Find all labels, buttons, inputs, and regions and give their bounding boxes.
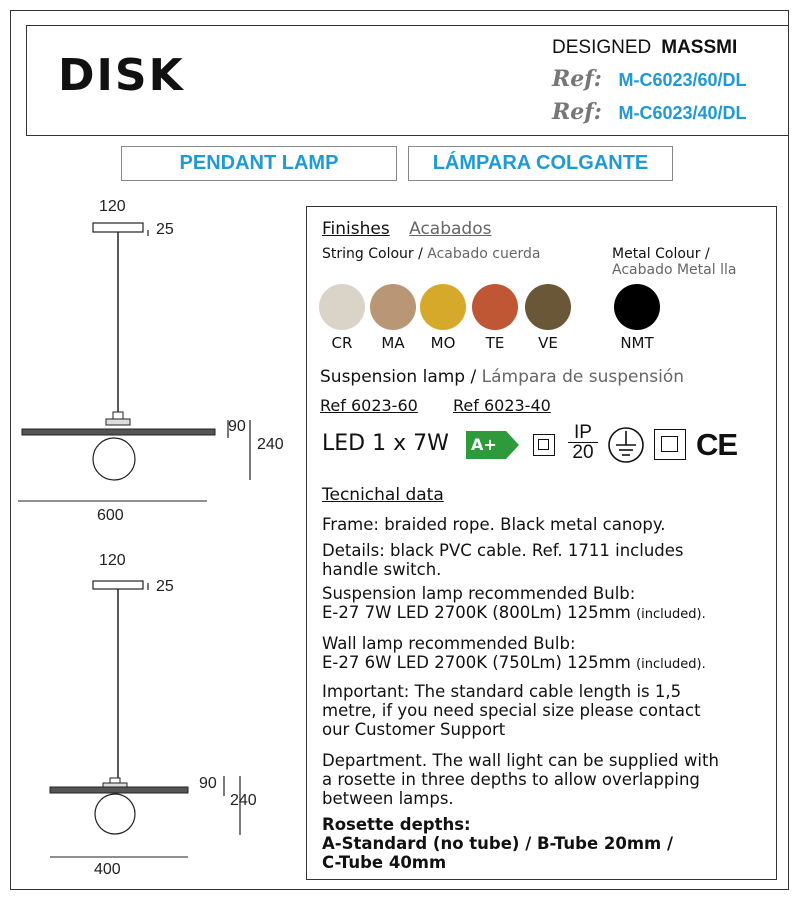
suspension-label <box>320 367 684 387</box>
metal-label-en: Metal Colour / <box>612 246 710 262</box>
tech-susp-bulb <box>322 584 772 624</box>
tech-frame: Frame: braided rope. Black metal canopy. <box>322 515 666 534</box>
swatch-label-mo: MO <box>430 334 456 352</box>
susp-bulb-value: E-27 7W LED 2700K (800Lm) 125mm <box>322 603 631 622</box>
tech-important <box>322 682 772 739</box>
title-es: LÁMPARA COLGANTE <box>408 146 673 181</box>
ip-rating <box>568 423 598 462</box>
important-line: Important: The standard cable length is 1,5 <box>322 682 682 701</box>
swatch-mo[interactable] <box>420 284 466 330</box>
rosette-line: C-Tube 40mm <box>322 853 447 872</box>
string-colour-label <box>322 246 540 262</box>
wall-bulb-value: E-27 6W LED 2700K (750Lm) 125mm <box>322 653 631 672</box>
swatch-label-ma: MA <box>381 334 405 352</box>
included-note: (included). <box>636 607 706 622</box>
finishes-title-en: Finishes <box>322 219 390 239</box>
designed-label: DESIGNED <box>552 37 652 58</box>
string-label-es: Acabado cuerda <box>427 246 541 262</box>
swatch-label-te: TE <box>485 334 505 352</box>
important-line: metre, if you need special size please contact <box>322 701 701 720</box>
product-name: DISK <box>58 50 185 101</box>
designed-line <box>552 37 737 59</box>
ref-code: M-C6023/60/DL <box>618 70 747 90</box>
included-note: (included). <box>636 657 706 672</box>
susp-bulb-label: Suspension lamp recommended Bulb: <box>322 584 636 603</box>
ref-label: Ref: <box>552 66 602 92</box>
tech-rosette <box>322 815 772 872</box>
metal-label-es: Acabado Metal lla <box>612 262 737 278</box>
canopy <box>93 581 143 589</box>
dim-total-height: 240 <box>230 792 257 809</box>
bulb <box>95 794 135 834</box>
swatch-cr[interactable] <box>319 284 365 330</box>
tech-wall-bulb <box>322 634 772 674</box>
lamp-drawing-600 <box>10 190 300 540</box>
swatch-ve[interactable] <box>525 284 571 330</box>
ip-label: IP <box>568 423 598 443</box>
dim-canopy-width: 120 <box>99 198 126 215</box>
swatch-ma[interactable] <box>370 284 416 330</box>
finishes-heading <box>322 219 491 239</box>
wall-bulb-label: Wall lamp recommended Bulb: <box>322 634 576 653</box>
suspension-ref-40[interactable]: Ref 6023-40 <box>453 396 551 415</box>
socket <box>106 419 130 425</box>
rosette-line: A-Standard (no tube) / B-Tube 20mm / <box>322 834 674 853</box>
ref-line-40 <box>552 99 747 125</box>
department-line: a rosette in three depths to allow overlapping <box>322 770 700 789</box>
energy-class-text: A+ <box>471 435 497 454</box>
canopy <box>93 223 143 232</box>
disk-shade <box>22 429 215 435</box>
dim-canopy-width: 120 <box>99 552 126 569</box>
dim-diameter: 400 <box>94 861 121 878</box>
tech-title: Tecnichal data <box>322 485 444 505</box>
metal-colour-label <box>612 246 736 278</box>
ref-code: M-C6023/40/DL <box>618 103 747 123</box>
led-spec: LED 1 x 7W <box>322 431 449 456</box>
designer-name: MASSMI <box>661 37 738 58</box>
earth-ground-icon <box>606 425 646 465</box>
tech-details-line: handle switch. <box>322 560 442 579</box>
dim-total-height: 240 <box>257 436 284 453</box>
suspension-label-es: Lámpara de suspensión <box>481 367 685 387</box>
department-line: Department. The wall light can be supplied with <box>322 751 719 770</box>
disk-shade <box>50 787 188 793</box>
lamp-drawing-400 <box>10 550 300 870</box>
ce-mark-icon: CE <box>696 427 738 462</box>
dim-canopy-height: 25 <box>156 221 174 238</box>
tech-department <box>322 751 772 808</box>
ip-value: 20 <box>572 442 594 463</box>
swatch-label-nmt: NMT <box>620 334 654 352</box>
swatch-nmt[interactable] <box>614 284 660 330</box>
rosette-title: Rosette depths: <box>322 815 471 834</box>
dim-shade-height: 90 <box>228 418 246 435</box>
dim-shade-height: 90 <box>199 775 217 792</box>
bulb <box>93 438 135 480</box>
energy-class-badge <box>466 431 520 459</box>
title-en: PENDANT LAMP <box>121 146 397 181</box>
class-ii-icon <box>533 434 555 456</box>
suspension-ref-60[interactable]: Ref 6023-60 <box>320 396 418 415</box>
double-insulation-icon <box>654 429 686 460</box>
tech-details-line: Details: black PVC cable. Ref. 1711 includes <box>322 541 684 560</box>
department-line: between lamps. <box>322 789 454 808</box>
swatch-te[interactable] <box>472 284 518 330</box>
ref-label: Ref: <box>552 99 602 125</box>
important-line: our Customer Support <box>322 720 506 739</box>
ref-line-60 <box>552 66 747 92</box>
dim-canopy-height: 25 <box>156 578 174 595</box>
dim-diameter: 600 <box>97 507 124 524</box>
tech-details <box>322 541 772 579</box>
swatch-label-ve: VE <box>538 334 558 352</box>
swatch-label-cr: CR <box>331 334 353 352</box>
finishes-title-es: Acabados <box>409 219 492 239</box>
string-label-en: String Colour / <box>322 246 423 262</box>
suspension-label-en: Suspension lamp / <box>320 367 477 387</box>
